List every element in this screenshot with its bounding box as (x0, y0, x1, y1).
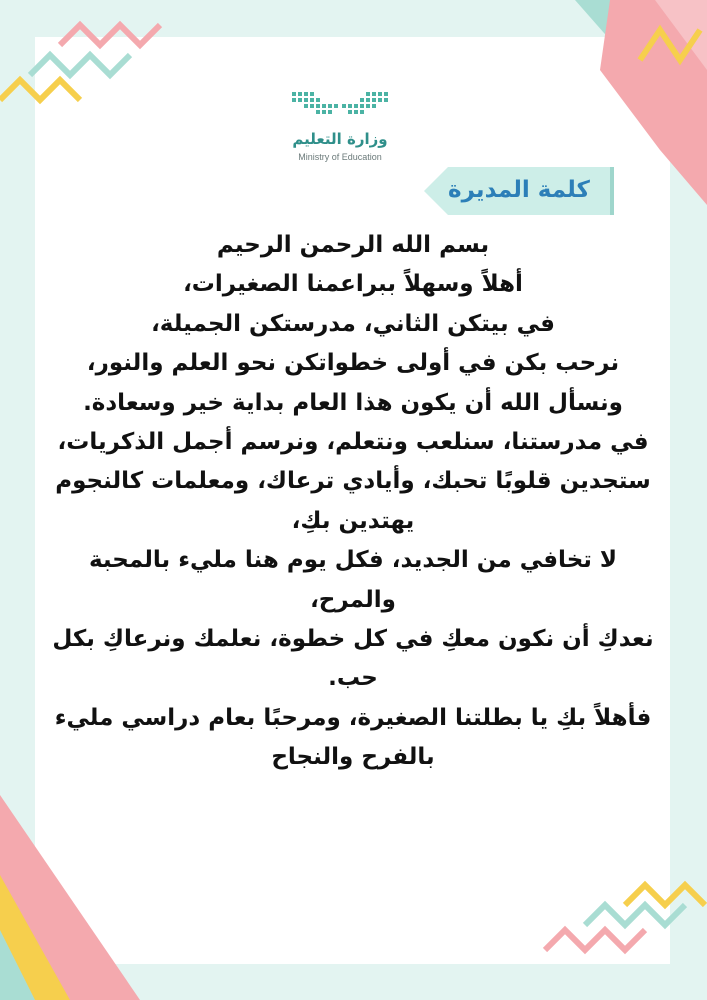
message-line: في مدرستنا، سنلعب ونتعلم، ونرسم أجمل الذكريات، (57, 429, 649, 456)
message-line: في بيتكن الثاني، مدرستكن الجميلة، (151, 310, 555, 337)
message-line: يهتدين بكِ، (291, 507, 415, 534)
logo-arabic-name: وزارة التعليم (292, 130, 388, 148)
message-line: لا تخافي من الجديد، فكل يوم هنا مليء بالمحبة (88, 547, 618, 574)
bottom-right-mint-zigzag (585, 905, 685, 925)
ministry-logo (280, 86, 400, 168)
bottom-right-pink-zigzag (545, 930, 645, 950)
message-line: بسم الله الرحمن الرحيم (216, 232, 490, 258)
message-line: والمرح، (310, 586, 396, 613)
message-line: أهلاً وسهلاً ببراعمنا الصغيرات، (183, 271, 523, 298)
page-title: كلمة المديرة (448, 177, 590, 203)
logo-english-name: Ministry of Education (298, 152, 382, 162)
bottom-right-yellow-zigzag (625, 885, 705, 905)
top-left-mint-zigzag (30, 55, 130, 75)
message-line: حب. (328, 665, 378, 692)
message-line: بالفرح والنجاح (271, 744, 435, 771)
top-left-yellow-zigzag (0, 80, 80, 100)
message-line: ستجدين قلوبًا تحبك، وأيادي ترعاك، ومعلمات كالنجوم (55, 468, 651, 495)
message-line: نرحب بكن في أولى خطواتكن نحو العلم والنور، (86, 350, 620, 377)
message-line: نعدكِ أن نكون معكِ في كل خطوة، نعلمك ونرعاكِ بكل (52, 626, 654, 653)
top-left-pink-zigzag (60, 25, 160, 45)
message-line: ونسأل الله أن يكون هذا العام بداية خير وسعادة. (83, 389, 623, 416)
welcome-message (40, 226, 666, 778)
message-line: فأهلاً بكِ يا بطلتنا الصغيرة، ومرحبًا بعام دراسي مليء (54, 704, 652, 731)
ministry-dots-logo-icon (280, 86, 400, 126)
